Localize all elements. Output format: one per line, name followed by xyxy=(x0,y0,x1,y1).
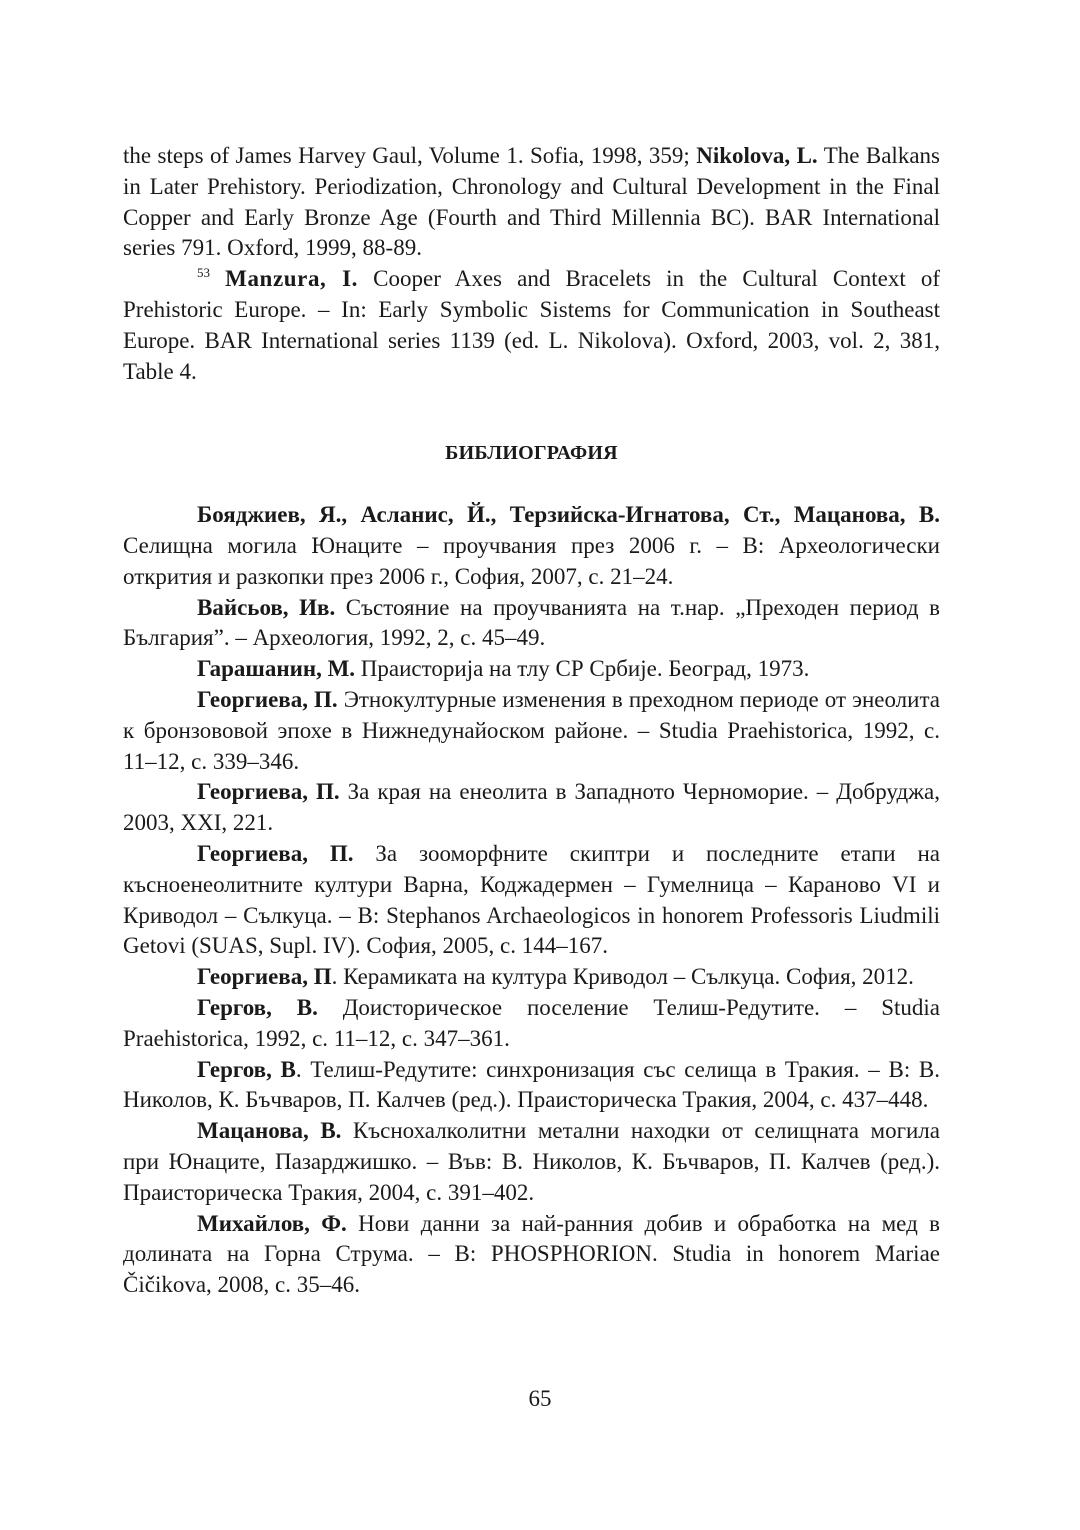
footnote-author: Manzura, I. xyxy=(225,266,359,292)
footnote-mark: 53 xyxy=(197,265,210,281)
entry-text: Селищна могила Юнаците – проучвания през 2006 г. – В: Археологически открития и разкопки през 2006 г., София, 2007, с. 21–24. xyxy=(123,532,940,589)
bibliography-entry xyxy=(123,777,940,839)
entry-author: Георгиева, П xyxy=(197,964,332,990)
entry-author: Бояджиев, Я., Асланис, Й., Терзийска-Игнатова, Ст., Мацанова, В. xyxy=(197,502,940,528)
bibliography-entry xyxy=(123,1055,940,1117)
entry-author: Вайсьов, Ив. xyxy=(197,594,336,620)
footnote-text: The Balkans in Later Prehistory. Periodization, Chronology and Cultural Development in the Final Copper and Early Bronze Age (Fourth and Third Millennia BC). BAR International series 791. Oxford, 1999, 88-89. xyxy=(123,143,940,261)
bibliography-entry xyxy=(123,993,940,1055)
entry-text: Этнокултурные изменения в преходном периоде от энеолита к бронзововой эпохе в Нижнедунайоском районе. – Studia Praehistorica, 1992, с. 11–12, с. 339–346. xyxy=(123,686,940,774)
entry-text: Праисторија на тлу СР Србије. Београд, 1973. xyxy=(355,656,810,682)
entry-text: Състояние на проучванията на т.нар. „Преходен период в България”. – Археология, 1992, 2, с. 45–49. xyxy=(123,594,940,651)
footnote-53 xyxy=(123,264,940,387)
footnote-author: Nikolova, L. xyxy=(696,143,818,168)
entry-text: За зооморфните скиптри и последните етапи на късноенеолитните култури Варна, Коджадермен – Гумелница – Караново VI и Криводол – Сълкуца. – В: Stephanos Archaeologicos in honorem Professoris Liudmili Getovi (SUAS, Supl. IV). София, 2005, с. 144–167. xyxy=(123,840,940,959)
bibliography-entry xyxy=(123,1116,940,1208)
entry-text: Къснохалколитни метални находки от селищната могила при Юнаците, Пазарджишко. – Във: В. Николов, К. Бъчваров, П. Калчев (ред.). Праисторическа Тракия, 2004, с. 391–402. xyxy=(123,1118,940,1205)
entry-text: Нови данни за най-ранния добив и обработка на мед в долината на Горна Струма. – В: PHOSPHORION. Studia in honorem Mariae Čičikova, 2008, с. 35–46. xyxy=(123,1210,940,1298)
entry-author: Георгиева, П. xyxy=(197,840,354,866)
page-number: 65 xyxy=(528,1386,552,1411)
entry-author: Георгиева, П. xyxy=(197,779,340,805)
entry-text: . Керамиката на култура Криводол – Сълкуца. София, 2012. xyxy=(331,964,914,990)
bibliography-heading: БИБЛИОГРАФИЯ xyxy=(445,442,618,465)
entry-author: Гергов, В. xyxy=(197,994,318,1020)
entry-author: Гергов, В xyxy=(197,1056,296,1082)
entry-author: Георгиева, П. xyxy=(197,686,338,712)
footnote-text: Cooper Axes and Bracelets in the Cultural Context of Prehistoric Europe. – In: Early Symbolic Sistems for Communication in Southeast Europe. BAR International series 1139 (ed. L. Nikolova). Oxford, 2003, vol. 2, 381, Table 4. xyxy=(123,266,941,384)
bibliography-entry xyxy=(123,685,940,777)
entry-text: Доисторическое поселение Телиш-Редутите. – Studia Praehistorica, 1992, с. 11–12, с. 347–361. xyxy=(123,994,940,1051)
entry-text: За края на енеолита в Западното Черноморие. – Добруджа, 2003, XXI, 221. xyxy=(123,779,940,836)
bibliography-entry xyxy=(123,654,940,685)
entry-author: Мацанова, В. xyxy=(197,1118,342,1144)
page-body xyxy=(123,141,940,1301)
bibliography-entry xyxy=(123,839,940,962)
entry-author: Гарашанин, М. xyxy=(197,656,356,682)
entry-author: Михайлов, Ф. xyxy=(197,1210,347,1236)
footnote-continued xyxy=(123,141,940,264)
bibliography-entry xyxy=(123,962,940,993)
footnote-text: the steps of James Harvey Gaul, Volume 1. Sofia, 1998, 359; xyxy=(123,143,697,168)
bibliography-entry xyxy=(123,500,940,592)
entry-text: . Телиш-Редутите: синхронизация със селища в Тракия. – В: В. Николов, К. Бъчваров, П. Калчев (ред.). Праисторическа Тракия, 2004, с. 437–448. xyxy=(123,1056,940,1113)
bibliography-entry xyxy=(123,1209,940,1301)
bibliography-entry xyxy=(123,593,940,655)
